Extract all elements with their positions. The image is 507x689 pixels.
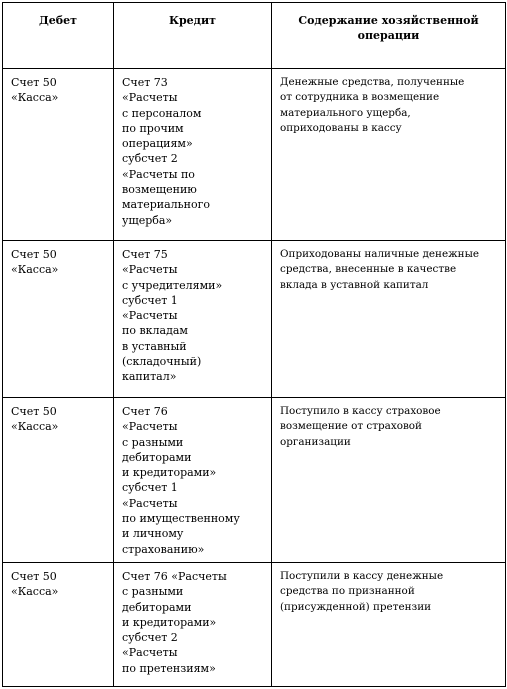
cell-line: «Расчеты xyxy=(122,309,178,323)
cell-line: вклада в уставной капитал xyxy=(280,278,429,291)
table-row xyxy=(3,69,506,241)
cell-line: капитал» xyxy=(122,370,177,384)
cell-line: с персоналом xyxy=(122,106,202,120)
cell-line: «Расчеты xyxy=(122,263,178,277)
cell-line: ущерба» xyxy=(122,213,173,227)
cell-line: и кредиторами» xyxy=(122,466,217,480)
header-debit xyxy=(3,3,114,69)
cell-line: Оприходованы наличные денежные xyxy=(280,248,480,260)
content-cell xyxy=(272,563,506,687)
cell-line: Поступило в кассу страховое xyxy=(280,405,441,417)
cell-line: оприходованы в кассу xyxy=(280,121,402,134)
cell-line: операциям» xyxy=(122,137,193,151)
cell-line: Счет 76 «Расчеты xyxy=(122,570,227,583)
credit-cell xyxy=(114,563,272,687)
debit-cell xyxy=(3,69,114,241)
cell-line: по прочим xyxy=(122,121,184,135)
cell-line: страхованию» xyxy=(122,542,205,556)
cell-line: «Касса» xyxy=(11,263,59,277)
table-row xyxy=(3,563,506,687)
header-content xyxy=(272,3,506,69)
cell-line: Счет 50 xyxy=(11,405,57,418)
content-cell xyxy=(272,241,506,398)
cell-line: «Расчеты по xyxy=(122,167,195,181)
cell-line: Денежные средства, полученные xyxy=(280,76,465,88)
cell-line: «Расчеты xyxy=(122,91,178,105)
cell-line: субсчет 2 xyxy=(122,152,178,166)
cell-line: с учредителями» xyxy=(122,278,223,292)
credit-cell xyxy=(114,241,272,398)
debit-cell xyxy=(3,241,114,398)
cell-line: в уставный xyxy=(122,339,187,353)
cell-line: материального xyxy=(122,198,210,212)
debit-cell xyxy=(3,398,114,563)
header-credit-label: Кредит xyxy=(168,14,216,27)
cell-line: дебиторами xyxy=(122,600,192,614)
cell-line: «Касса» xyxy=(11,585,59,599)
header-content-label-line2: операции xyxy=(357,29,420,42)
cell-line: средства по признанной xyxy=(280,585,415,598)
cell-line: Счет 76 xyxy=(122,405,168,418)
header-row xyxy=(3,3,506,69)
cell-line: организации xyxy=(280,435,351,448)
header-content-label-line1: Содержание хозяйственной xyxy=(298,14,479,27)
cell-line: (присужденной) претензии xyxy=(280,600,432,613)
accounting-entries-table xyxy=(2,2,506,687)
cell-line: субсчет 1 xyxy=(122,481,178,495)
cell-line: «Расчеты xyxy=(122,496,178,510)
cell-line: Счет 73 xyxy=(122,76,168,89)
cell-line: (складочный) xyxy=(122,355,202,369)
cell-line: субсчет 2 xyxy=(122,631,178,645)
cell-line: от сотрудника в возмещение xyxy=(280,91,440,104)
cell-line: субсчет 1 xyxy=(122,293,178,307)
table-row xyxy=(3,241,506,398)
cell-line: Счет 50 xyxy=(11,570,57,583)
cell-line: возмещение от страховой xyxy=(280,420,422,433)
cell-line: «Касса» xyxy=(11,420,59,434)
credit-cell xyxy=(114,69,272,241)
cell-line: Счет 50 xyxy=(11,76,57,89)
credit-cell xyxy=(114,398,272,563)
cell-line: материального ущерба, xyxy=(280,106,411,119)
cell-line: по претензиям» xyxy=(122,661,216,675)
debit-cell xyxy=(3,563,114,687)
cell-line: Поступили в кассу денежные xyxy=(280,570,444,582)
cell-line: по вкладам xyxy=(122,324,188,338)
table-row xyxy=(3,398,506,563)
cell-line: и кредиторами» xyxy=(122,615,217,629)
cell-line: дебиторами xyxy=(122,450,192,464)
cell-line: с разными xyxy=(122,435,184,449)
header-credit xyxy=(114,3,272,69)
cell-line: Счет 50 xyxy=(11,248,57,261)
cell-line: возмещению xyxy=(122,183,197,197)
content-cell xyxy=(272,398,506,563)
cell-line: «Расчеты xyxy=(122,420,178,434)
cell-line: с разными xyxy=(122,585,184,599)
cell-line: «Расчеты xyxy=(122,646,178,660)
cell-line: по имущественному xyxy=(122,512,240,526)
cell-line: Счет 75 xyxy=(122,248,168,261)
content-cell xyxy=(272,69,506,241)
header-debit-label: Дебет xyxy=(39,14,77,27)
cell-line: и личному xyxy=(122,527,184,541)
cell-line: средства, внесенные в качестве xyxy=(280,263,457,276)
cell-line: «Касса» xyxy=(11,91,59,105)
